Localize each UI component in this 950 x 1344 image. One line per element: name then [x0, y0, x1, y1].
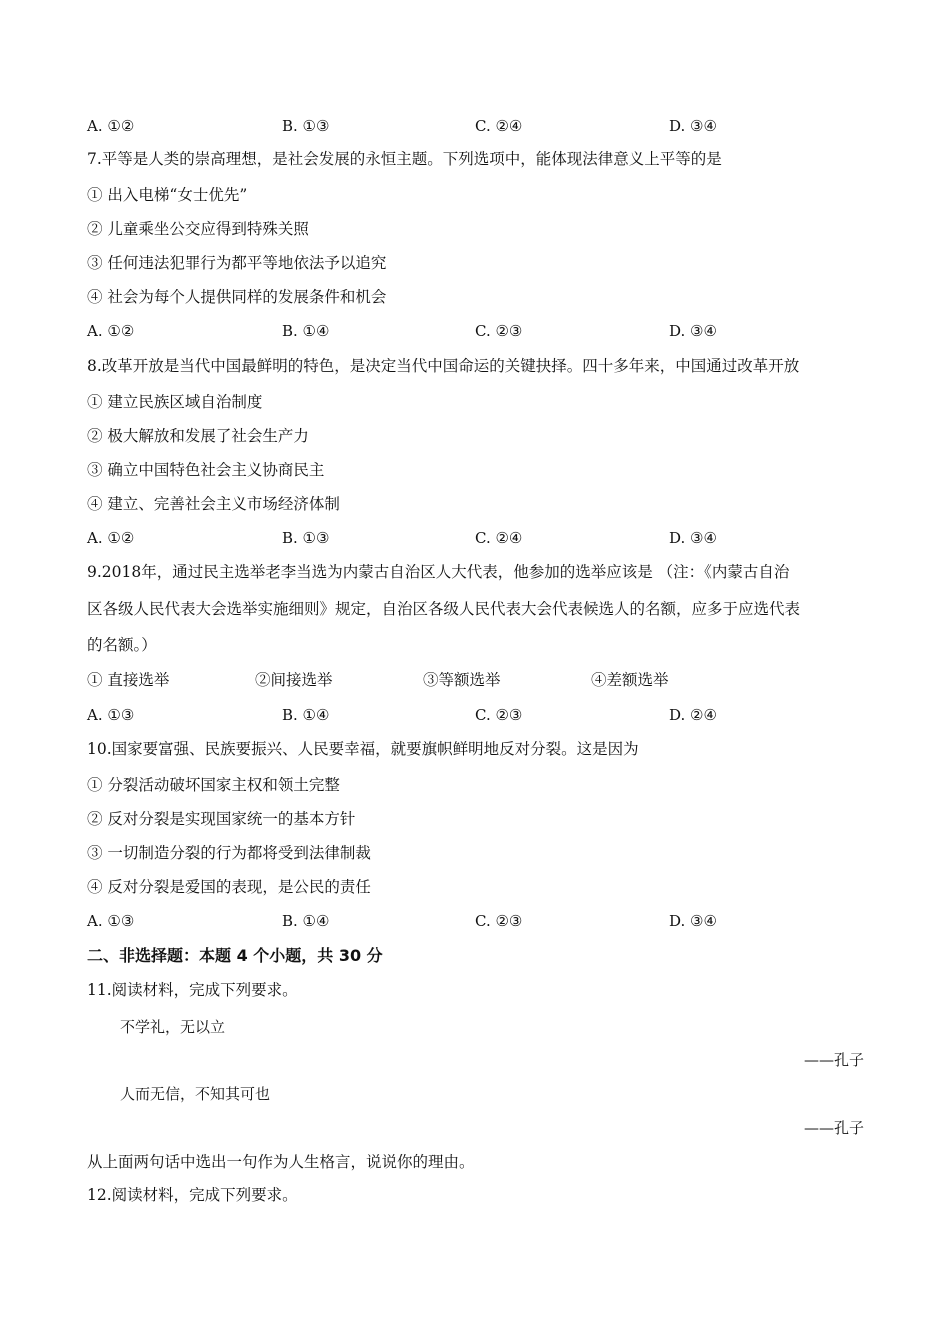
q6-options	[87, 115, 867, 137]
q8-item-1: ① 建立民族区域自治制度	[87, 393, 263, 411]
q8-options	[87, 527, 867, 549]
q7-option-d: D. ③④	[669, 322, 717, 340]
q6-option-b: B. ①③	[282, 117, 330, 135]
q11-task: 从上面两句话中选出一句作为人生格言，说说你的理由。	[87, 1153, 475, 1171]
q10-option-b: B. ①④	[282, 912, 330, 930]
q7-item-3: ③ 任何违法犯罪行为都平等地依法予以追究	[87, 254, 387, 272]
q10-option-d: D. ③④	[669, 912, 717, 930]
q8-stem: 8.改革开放是当代中国最鲜明的特色，是决定当代中国命运的关键抉择。四十多年来，中国通过改革开放	[87, 357, 800, 375]
q9-options	[87, 704, 867, 726]
q9-item-4: ④差额选举	[591, 671, 669, 689]
q11-stem: 11.阅读材料，完成下列要求。	[87, 981, 298, 999]
q9-option-b: B. ①④	[282, 706, 330, 724]
section-heading-nonchoice: 二、非选择题：本题 4 个小题，共 30 分	[87, 946, 383, 965]
q8-item-3: ③ 确立中国特色社会主义协商民主	[87, 461, 325, 479]
q6-option-d: D. ③④	[669, 117, 717, 135]
q9-items	[87, 669, 867, 691]
q9-stem-line-1: 9.2018年，通过民主选举老李当选为内蒙古自治区人大代表，他参加的选举应该是 （注：《内蒙古自治	[87, 563, 790, 581]
q7-item-1: ① 出入电梯“女士优先”	[87, 186, 248, 204]
q7-option-b: B. ①④	[282, 322, 330, 340]
q8-item-2: ② 极大解放和发展了社会生产力	[87, 427, 309, 445]
q7-stem: 7.平等是人类的崇高理想，是社会发展的永恒主题。下列选项中，能体现法律意义上平等的是	[87, 150, 722, 168]
q9-option-a: A. ①③	[87, 706, 135, 724]
q10-stem: 10.国家要富强、民族要振兴、人民要幸福，就要旗帜鲜明地反对分裂。这是因为	[87, 740, 639, 758]
q8-option-b: B. ①③	[282, 529, 330, 547]
q12-stem: 12.阅读材料，完成下列要求。	[87, 1186, 298, 1204]
q10-option-c: C. ②③	[475, 912, 523, 930]
q8-option-a: A. ①②	[87, 529, 135, 547]
q10-item-4: ④ 反对分裂是爱国的表现，是公民的责任	[87, 878, 371, 896]
q10-item-1: ① 分裂活动破坏国家主权和领土完整	[87, 776, 340, 794]
q7-option-a: A. ①②	[87, 322, 135, 340]
q9-item-3: ③等额选举	[423, 671, 501, 689]
q7-item-4: ④ 社会为每个人提供同样的发展条件和机会	[87, 288, 387, 306]
q7-options	[87, 320, 867, 342]
q10-options	[87, 910, 867, 932]
q7-item-2: ② 儿童乘坐公交应得到特殊关照	[87, 220, 309, 238]
q9-item-1: ① 直接选举	[87, 671, 170, 689]
q10-option-a: A. ①③	[87, 912, 135, 930]
q8-item-4: ④ 建立、完善社会主义市场经济体制	[87, 495, 340, 513]
q11-quote-1-author: ——孔子	[803, 1051, 864, 1069]
q9-option-d: D. ②④	[669, 706, 717, 724]
q9-stem-line-2: 区各级人民代表大会选举实施细则》规定，自治区各级人民代表大会代表候选人的名额，应多于应选代表	[87, 600, 801, 618]
q10-item-2: ② 反对分裂是实现国家统一的基本方针	[87, 810, 356, 828]
q11-quote-2-author: ——孔子	[803, 1119, 864, 1137]
q10-item-3: ③ 一切制造分裂的行为都将受到法律制裁	[87, 844, 371, 862]
q11-quote-2: 人而无信，不知其可也	[120, 1085, 271, 1103]
q8-option-c: C. ②④	[475, 529, 523, 547]
q9-item-2: ②间接选举	[255, 671, 333, 689]
q9-stem-line-3: 的名额。）	[87, 636, 157, 654]
q11-quote-1: 不学礼，无以立	[120, 1018, 226, 1036]
q6-option-c: C. ②④	[475, 117, 523, 135]
q9-option-c: C. ②③	[475, 706, 523, 724]
q7-option-c: C. ②③	[475, 322, 523, 340]
q6-option-a: A. ①②	[87, 117, 135, 135]
q8-option-d: D. ③④	[669, 529, 717, 547]
